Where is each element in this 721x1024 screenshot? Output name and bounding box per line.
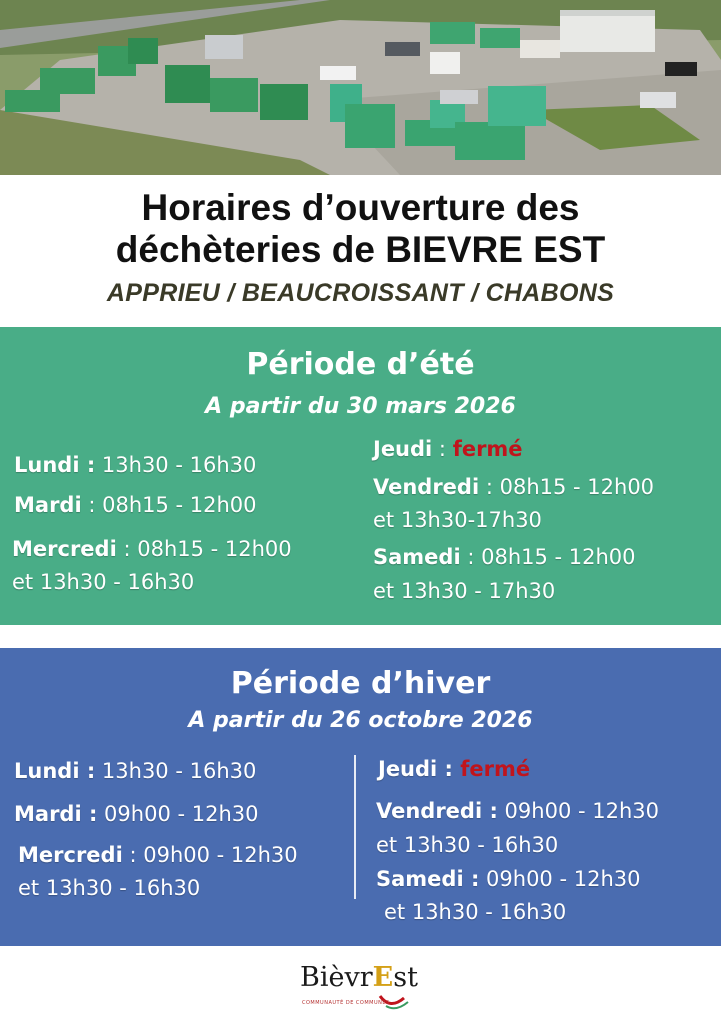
separator: :	[116, 537, 138, 561]
logo-tagline: COMMUNAUTÉ DE COMMUNES	[302, 1000, 390, 1006]
day-label: Mardi :	[14, 802, 98, 826]
closed-label: fermé	[452, 437, 523, 461]
column-divider	[354, 755, 356, 899]
winter-lundi	[14, 759, 256, 783]
day-label: Mercredi	[12, 537, 117, 561]
day-label: Jeudi :	[378, 757, 453, 781]
summer-samedi	[373, 545, 636, 569]
winter-mercredi	[18, 843, 298, 867]
title-line-1: Horaires d’ouverture des	[141, 187, 580, 228]
summer-samedi-2: et 13h30 - 17h30	[373, 579, 556, 603]
winter-section	[0, 648, 721, 946]
locations-subtitle: APPRIEU / BEAUCROISSANT / CHABONS	[106, 279, 615, 307]
page-title	[0, 175, 721, 271]
bievre-est-logo	[300, 962, 440, 1018]
separator: :	[460, 545, 482, 569]
hours-text: 09h00 - 12h30	[143, 843, 298, 867]
hours-text: 08h15 - 12h00	[137, 537, 292, 561]
title-line-2: déchèteries de BIEVRE EST	[115, 229, 606, 270]
hours-text: 13h30 - 16h30	[95, 759, 257, 783]
summer-title: Période d’été	[246, 347, 475, 382]
winter-mercredi-2: et 13h30 - 16h30	[18, 876, 201, 900]
day-label: Vendredi	[373, 475, 480, 499]
winter-samedi-2: et 13h30 - 16h30	[384, 900, 567, 924]
closed-label: fermé	[452, 757, 531, 781]
day-label: Samedi :	[376, 867, 480, 891]
day-label: Vendredi :	[376, 799, 498, 823]
separator: :	[81, 493, 103, 517]
aerial-photo	[0, 0, 721, 175]
day-label: Jeudi	[373, 437, 433, 461]
summer-mercredi	[12, 537, 292, 561]
summer-lundi	[14, 453, 256, 477]
winter-jeudi	[378, 757, 530, 781]
summer-mardi	[14, 493, 257, 517]
summer-jeudi	[373, 437, 523, 461]
logo-text: BièvrEst	[300, 962, 418, 993]
separator: :	[122, 843, 144, 867]
header	[0, 175, 721, 327]
hours-text: 08h15 - 12h00	[481, 545, 636, 569]
winter-date: A partir du 26 octobre 2026	[188, 708, 533, 733]
hours-text: 13h30 - 16h30	[95, 453, 257, 477]
separator: :	[432, 437, 453, 461]
hours-text: 09h00 - 12h30	[497, 799, 659, 823]
winter-samedi	[376, 867, 640, 891]
day-label: Lundi :	[14, 453, 96, 477]
winter-vendredi	[376, 799, 659, 823]
recycling-center-photo	[0, 0, 721, 175]
winter-vendredi-2: et 13h30 - 16h30	[376, 833, 559, 857]
summer-mercredi-2: et 13h30 - 16h30	[12, 570, 195, 594]
winter-mardi	[14, 802, 258, 826]
hours-text: 08h15 - 12h00	[499, 475, 655, 499]
hours-text: 09h00 - 12h30	[479, 867, 641, 891]
day-label: Lundi :	[14, 759, 96, 783]
summer-date: A partir du 30 mars 2026	[205, 394, 516, 419]
summer-vendredi	[373, 475, 654, 499]
hours-text: 08h15 - 12h00	[102, 493, 257, 517]
day-label: Mardi	[14, 493, 82, 517]
summer-section	[0, 327, 721, 625]
summer-vendredi-2: et 13h30-17h30	[373, 508, 542, 532]
winter-title: Période d’hiver	[230, 666, 491, 701]
separator: :	[479, 475, 500, 499]
day-label: Mercredi	[18, 843, 123, 867]
day-label: Samedi	[373, 545, 461, 569]
hours-text: 09h00 - 12h30	[97, 802, 259, 826]
